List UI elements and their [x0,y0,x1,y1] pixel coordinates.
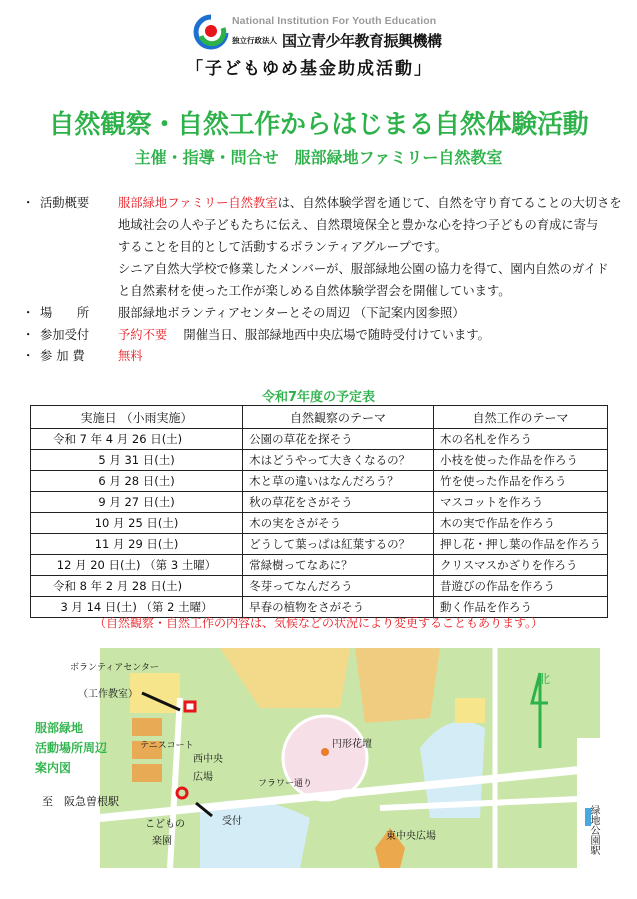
nature-theme-cell: 冬芽ってなんだろう [243,576,434,597]
nature-theme-cell: 常緑樹ってなあに？ [243,555,434,576]
craft-theme-cell: クリスマスかざりを作ろう [434,555,608,576]
overview-text [118,192,622,302]
table-row [31,492,608,513]
page-subtitle: 主催・指導・問合せ 服部緑地ファミリー自然教室 [134,148,503,167]
place-label: 場 所 [40,306,90,320]
table-row [31,429,608,450]
craft-theme-cell: 木の実で作品を作ろう [434,513,608,534]
table-row [31,450,608,471]
map-title-line: 案内図 [35,761,72,775]
craft-theme-cell: 竹を使った作品を作ろう [434,471,608,492]
nature-theme-cell: 木はどうやって大きくなるの？ [243,450,434,471]
map-title-line: 活動場所周辺 [35,741,108,755]
date-cell: 5 月 31 日(土) [31,450,243,471]
craft-theme-cell: マスコットを作ろう [434,492,608,513]
reception-label: 参加受付 [40,328,90,342]
reception-value: 開催当日、服部緑地西中央広場で随時受付けています。 [183,328,490,342]
nature-theme-cell: 早春の植物をさがそう [243,597,434,618]
volunteer-center-marker [185,702,195,711]
date-cell: 3 月 14 日(土) （第 2 土曜） [31,597,243,618]
map-title [35,718,107,778]
table-row [31,555,608,576]
craft-theme-cell: 昔遊びの作品を作ろう [434,576,608,597]
map-label-flower-street: フラワー通り [258,779,313,789]
col-header: 実施日 （小雨実施） [31,406,243,429]
place-value: 服部緑地ボランティアセンターとその周辺 （下記案内図参照） [118,306,465,320]
bullet: ・ [22,196,35,210]
map-label-kids: 楽園 [152,836,172,847]
col-header: 自然観察のテーマ [243,406,434,429]
fee-label: 参 加 費 [40,349,85,363]
craft-theme-cell: 押し花・押し葉の作品を作ろう [434,534,608,555]
date-cell: 令和 7 年 4 月 26 日(土) [31,429,243,450]
date-cell: 6 月 28 日(土) [31,471,243,492]
org-name-jp: 国立青少年教育振興機構 [282,32,442,50]
nature-theme-cell: 秋の草花をさがそう [243,492,434,513]
overview-line: シニア自然大学校で修業したメンバーが、服部緑地公園の協力を得て、園内自然のガイド [118,262,609,276]
map-title-line: 服部緑地 [35,721,84,735]
table-row [31,534,608,555]
table-row [31,471,608,492]
schedule-table [30,405,608,618]
map-label-workshop: （工作教室） [78,689,138,700]
nature-theme-cell: 木と草の違いはなんだろう？ [243,471,434,492]
schedule-note: （自然観察・自然工作の内容は、気候などの状況により変更することもあります。） [93,616,544,630]
map-label-tennis: テニスコート [140,741,194,751]
map-label-to-station: 至 阪急曽根駅 [42,795,119,808]
date-cell: 9 月 27 日(土) [31,492,243,513]
fund-label: 「子どもゆめ基金助成活動」 [186,59,433,79]
table-row [31,513,608,534]
col-header: 自然工作のテーマ [434,406,608,429]
fee-value: 無料 [118,349,143,363]
map-label-west-plaza: 西中央 [193,754,223,765]
org-name-en: National Institution For Youth Education [232,15,437,27]
table-row [31,576,608,597]
niye-logo-icon [193,14,229,52]
map-label-reception: 受付 [222,816,242,827]
map-label-west-plaza: 広場 [193,772,213,783]
craft-theme-cell: 木の名札を作ろう [434,429,608,450]
no-reservation: 予約不要 [118,328,168,342]
map-label-volunteer-center: ボランティアセンター [70,663,159,673]
bullet: ・ [22,349,35,363]
date-cell: 令和 8 年 2 月 28 日(土) [31,576,243,597]
nature-theme-cell: 公園の草花を探そう [243,429,434,450]
bullet: ・ [22,306,35,320]
organizer-name: 服部緑地ファミリー自然教室 [118,196,278,210]
nature-theme-cell: どうして葉っぱは紅葉するの？ [243,534,434,555]
map-label-station: 緑地公園駅 [588,805,599,855]
craft-theme-cell: 動く作品を作ろう [434,597,608,618]
map-label-north: 北 [538,672,551,686]
bullet: ・ [22,328,35,342]
overview-line: 地域社会の人や子どもたちに伝え、自然環境保全と豊かな心を持つ子どもの育成に寄与 [118,218,599,232]
overview-line: は、自然体験学習を通じて、自然を守り育てることの大切さを [277,196,622,210]
date-cell: 10 月 25 日(土) [31,513,243,534]
overview-label: 活動概要 [40,196,90,210]
nature-theme-cell: 木の実をさがそう [243,513,434,534]
page-title: 自然観察・自然工作からはじまる自然体験活動 [48,110,589,140]
map-label-circle-garden: 円形花壇 [332,739,372,750]
org-prefix: 独立行政法人 [232,36,277,45]
date-cell: 12 月 20 日(土) （第 3 土曜） [31,555,243,576]
date-cell: 11 月 29 日(土) [31,534,243,555]
craft-theme-cell: 小枝を使った作品を作ろう [434,450,608,471]
map-label-east-plaza: 東中央広場 [386,831,436,842]
schedule-caption: 令和7年度の予定表 [261,390,376,405]
park-map [100,648,600,868]
overview-line: することを目的として活動するボランティアグループです。 [118,240,448,254]
overview-line: と自然素材を使った工作が楽しめる自然体験学習会を開催しています。 [118,284,511,298]
map-label-kids: こどもの [145,819,185,830]
